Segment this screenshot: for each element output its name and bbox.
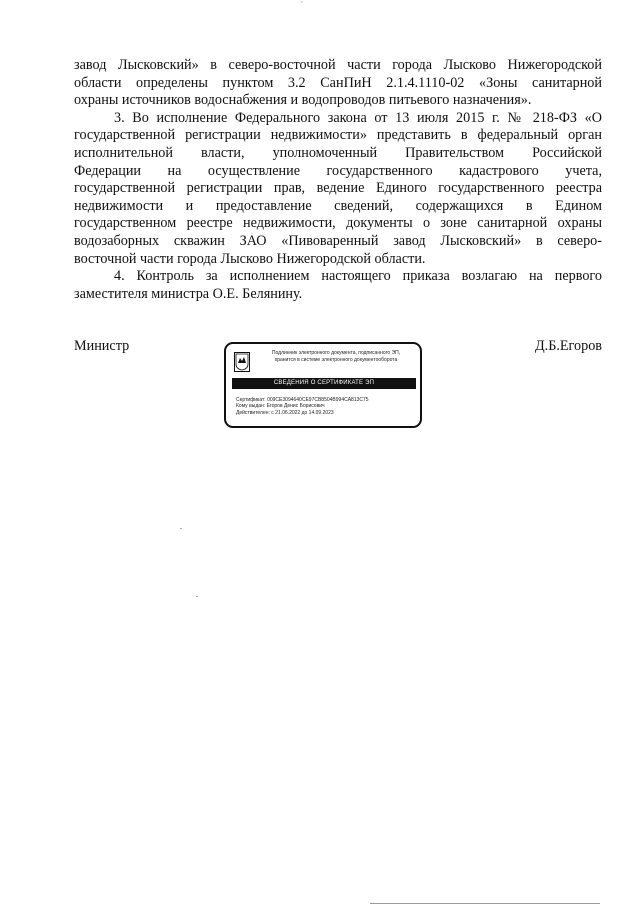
scan-speck bbox=[196, 596, 198, 597]
text-line: государственной регистрации прав, ведение Единого государственного реестра bbox=[74, 180, 602, 197]
text-line: области определены пунктом 3.2 СанПиН 2.1.4.1110-02 «Зоны санитарной bbox=[74, 74, 602, 91]
scan-speck bbox=[180, 528, 182, 529]
stamp-header-line: хранится в системе электронного документооборота bbox=[274, 356, 398, 363]
text-line: завод Лысковский» в северо-восточной части города Лысково Нижегородской bbox=[74, 57, 602, 73]
text-line: исполнительной власти, уполномоченный Правительством Российской bbox=[74, 144, 602, 161]
certificate-owner: Кому выдан: Егоров Денис Борисович bbox=[236, 403, 325, 410]
text-line: государственном реестре недвижимости, документы о зоне санитарной охраны bbox=[74, 215, 602, 232]
coat-of-arms-icon bbox=[234, 352, 250, 372]
text-line: 3. Во исполнение Федерального закона от 13 июля 2015 г. № 218-ФЗ «О bbox=[114, 109, 602, 126]
stamp-header-line: Подлинник электронного документа, подписанного ЭП, bbox=[271, 350, 401, 356]
text-line: Федерации на осуществление государственного кадастрового учета, bbox=[74, 162, 602, 179]
text-line: государственной регистрации недвижимости» представить в федеральный орган bbox=[74, 127, 602, 144]
certificate-validity: Действителен: с 21.06.2022 до 14.09.2023 bbox=[236, 409, 334, 416]
text-line: восточной части города Лысково Нижегородской области. bbox=[74, 250, 426, 267]
certificate-number: Сертификат: 009CE3094640CE97CB8504B994CA813C75 bbox=[236, 397, 369, 403]
text-line: охраны источников водоснабжения и водопроводов питьевого назначения». bbox=[74, 92, 532, 109]
footer-rule bbox=[370, 903, 600, 904]
text-line: заместителя министра О.Е. Белянину. bbox=[74, 285, 303, 302]
scan-mark: ˇ bbox=[300, 1, 304, 9]
text-line: недвижимости и предоставление сведений, содержащихся в Едином bbox=[74, 197, 602, 214]
signatory-title: Министр bbox=[74, 338, 130, 354]
stamp-header bbox=[256, 350, 416, 363]
text-line: 4. Контроль за исполнением настоящего приказа возлагаю на первого bbox=[114, 268, 602, 285]
text-line: водозаборных скважин ЗАО «Пивоваренный завод Лысковский» в северо- bbox=[74, 232, 602, 249]
electronic-signature-stamp bbox=[224, 342, 422, 428]
signatory-name: Д.Б.Егоров bbox=[534, 338, 602, 354]
certificate-band: СВЕДЕНИЯ О СЕРТИФИКАТЕ ЭП bbox=[232, 378, 416, 389]
order-text bbox=[74, 57, 602, 303]
certificate-details bbox=[236, 397, 416, 416]
